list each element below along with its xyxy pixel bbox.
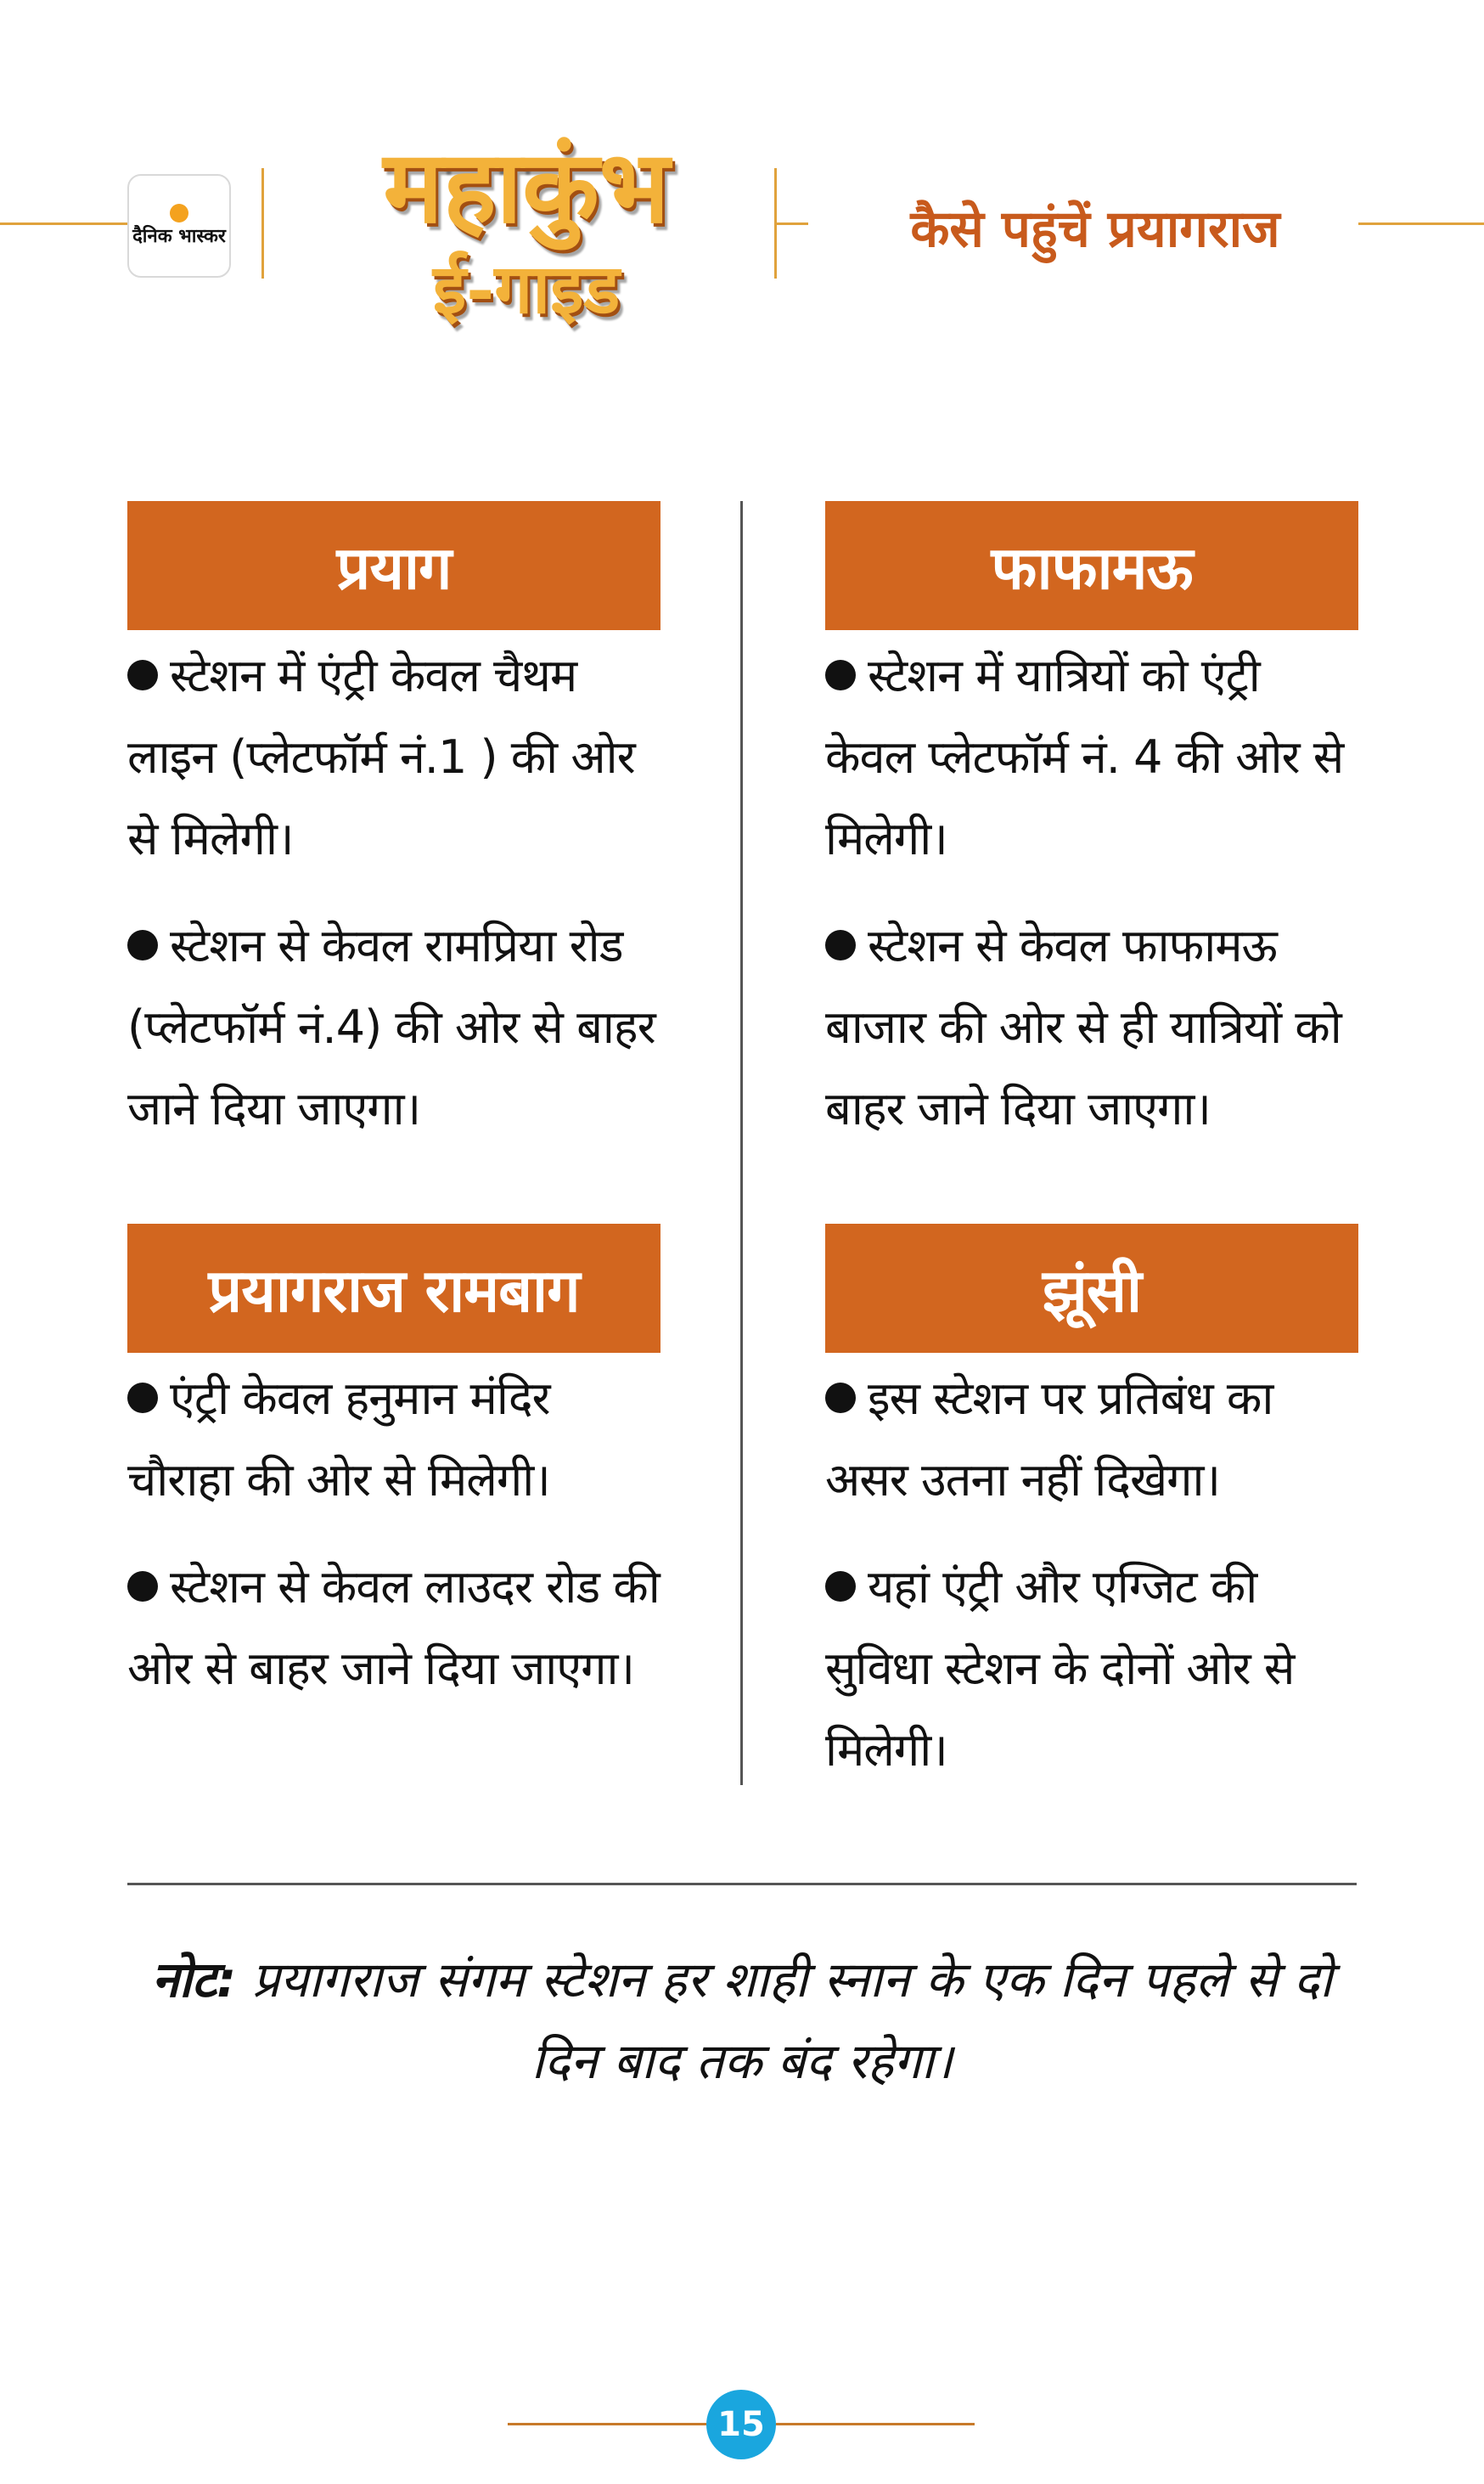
section-title: कैसे पहुंचें प्रयागराज bbox=[910, 200, 1280, 259]
station-heading: प्रयाग bbox=[127, 501, 660, 630]
brand-subtitle: ई-गाइड bbox=[432, 249, 621, 329]
bullet-icon bbox=[127, 1383, 158, 1413]
station-point: स्टेशन से केवल रामप्रिया रोड (प्लेटफॉर्म नं.4) की ओर से बाहर जाने दिया जाएगा। bbox=[127, 919, 655, 1135]
note-text: प्रयागराज संगम स्टेशन हर शाही स्नान के एक दिन पहले से दो दिन बाद तक बंद रहेगा। bbox=[251, 1951, 1333, 2090]
header-tick-1 bbox=[261, 168, 264, 279]
station-card bbox=[127, 1224, 660, 1710]
station-point: यहां एंट्री और एग्जिट की सुविधा स्टेशन के दोनों ओर से मिलेगी। bbox=[825, 1560, 1295, 1777]
brand-title: महाकुंभ bbox=[383, 127, 670, 245]
station-point: स्टेशन में यात्रियों को एंट्री केवल प्लेटफॉर्म नं. 4 की ओर से मिलेगी। bbox=[825, 649, 1344, 865]
bullet-icon bbox=[127, 1571, 158, 1602]
bullet-icon bbox=[825, 930, 856, 960]
header-rule-right bbox=[1358, 222, 1484, 225]
note-divider bbox=[127, 1883, 1357, 1885]
station-card bbox=[127, 501, 660, 1150]
column-divider bbox=[740, 501, 743, 1785]
sun-icon bbox=[170, 204, 188, 222]
station-card bbox=[825, 501, 1358, 1150]
station-point: स्टेशन से केवल फाफामऊ बाजार की ओर से ही यात्रियों को बाहर जाने दिया जाएगा। bbox=[825, 919, 1341, 1135]
logo-text: दैनिक भास्कर bbox=[132, 226, 226, 247]
footer-rule-left bbox=[508, 2423, 706, 2425]
note-label: नोट: bbox=[151, 1951, 237, 2008]
station-heading: फाफामऊ bbox=[825, 501, 1358, 630]
note bbox=[127, 1939, 1357, 2102]
station-point: एंट्री केवल हनुमान मंदिर चौराहा की ओर से मिलेगी। bbox=[127, 1372, 550, 1507]
page-number: 15 bbox=[706, 2390, 776, 2459]
header-rule-left bbox=[0, 222, 127, 225]
bullet-icon bbox=[825, 1571, 856, 1602]
footer-rule-right bbox=[776, 2423, 975, 2425]
header-rule-mid bbox=[774, 222, 808, 225]
station-point: स्टेशन से केवल लाउदर रोड की ओर से बाहर जाने दिया जाएगा। bbox=[127, 1560, 660, 1695]
station-point: स्टेशन में एंट्री केवल चैथम लाइन (प्लेटफॉर्म नं.1 ) की ओर से मिलेगी। bbox=[127, 649, 635, 865]
station-heading: प्रयागराज रामबाग bbox=[127, 1224, 660, 1353]
station-heading: झूंसी bbox=[825, 1224, 1358, 1353]
bullet-icon bbox=[825, 1383, 856, 1413]
newspaper-logo bbox=[127, 174, 231, 278]
bullet-icon bbox=[825, 660, 856, 690]
bullet-icon bbox=[127, 660, 158, 690]
brand-logo bbox=[289, 127, 764, 357]
station-point: इस स्टेशन पर प्रतिबंध का असर उतना नहीं दिखेगा। bbox=[825, 1372, 1273, 1507]
bullet-icon bbox=[127, 930, 158, 960]
station-card bbox=[825, 1224, 1358, 1791]
